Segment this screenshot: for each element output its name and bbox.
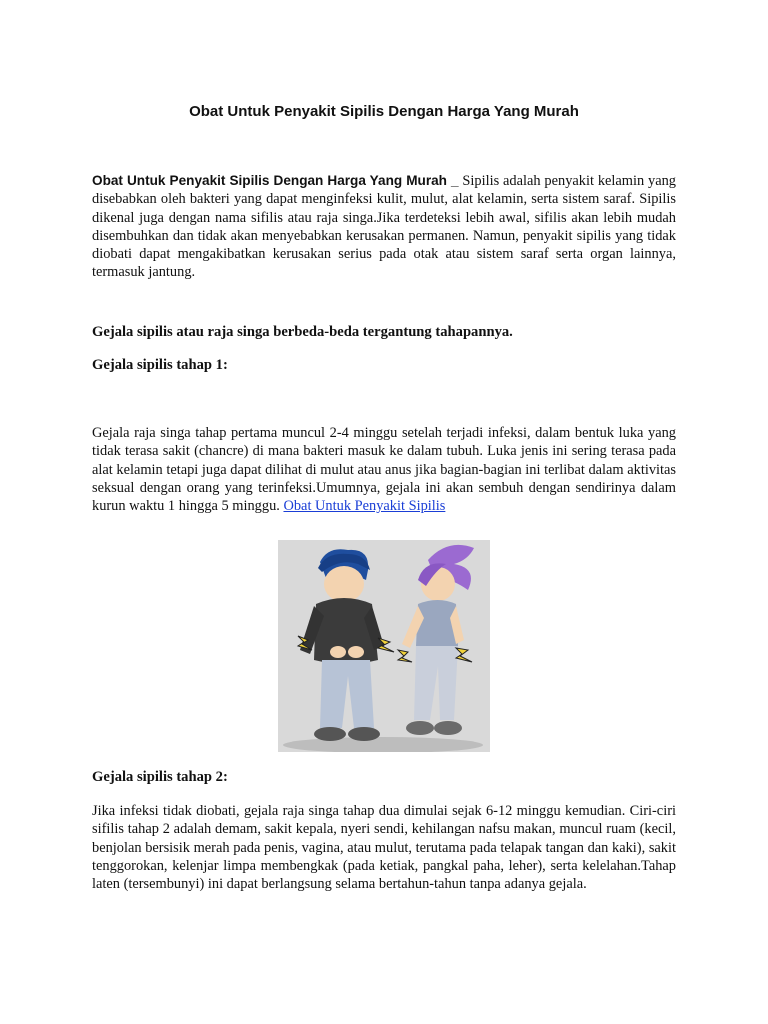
illustration-two-people — [278, 540, 490, 752]
symptoms-heading: Gejala sipilis atau raja singa berbeda-beda tergantung tahapannya. — [92, 324, 513, 340]
stage1-link[interactable]: Obat Untuk Penyakit Sipilis — [283, 498, 446, 515]
stage2-text: Jika infeksi tidak diobati, gejala raja singa tahap dua dimulai sejak 6-12 minggu kemudian. Ciri-ciri sifilis tahap 2 adalah demam, sakit kepala, nyeri sendi, kehilangan nafsu makan, muncul ruam (kecil, benjolan bersisik merah pada penis, vagina, atau mulut, terutama pada telapak tangan dan kaki), sakit tenggorokan, kelenjar limpa membengkak (pada ketiak, pangkal paha, leher), serta kelelahan.Tahap laten (tersembunyi) ini dapat berlangsung selama bertahun-tahun tanpa adanya gejala. — [92, 803, 676, 893]
intro-text: Sipilis adalah penyakit kelamin yang disebabkan oleh bakteri yang dapat menginfeksi kulit, mulut, alat kelamin, serta sistem saraf. Sipilis dikenal juga dengan nama sifilis atau raja singa.Jika terdeteksi lebih awal, sifilis akan lebih mudah disembuhkan dan tidak akan menyebabkan kerusakan permanen. Namun, penyakit sipilis yang tidak diobati dapat mengakibatkan kerusakan serius pada otak atau sistem saraf serta organ lainnya, termasuk jantung. — [92, 173, 676, 281]
intro-lead: Obat Untuk Penyakit Sipilis Dengan Harga Yang Murah _ — [92, 173, 459, 188]
document-title: Obat Untuk Penyakit Sipilis Dengan Harga Yang Murah — [189, 103, 579, 120]
stage1-heading: Gejala sipilis tahap 1: — [92, 357, 228, 373]
stage1-text: Gejala raja singa tahap pertama muncul 2-4 minggu setelah terjadi infeksi, dalam bentuk luka yang tidak terasa sakit (chancre) di mana bakteri masuk ke dalam tubuh. Luka jenis ini sering terasa pada alat kelamin tetapi juga dapat dilihat di mulut atau anus jika bagian-bagian ini terlibat dalam aktivitas seksual dengan orang yang terinfeksi.Umumnya, gejala ini akan sembuh dengan sendirinya dalam kurun waktu 1 hingga 5 minggu. — [92, 425, 676, 515]
stage1-paragraph — [92, 424, 676, 515]
intro-paragraph — [92, 172, 676, 282]
stage2-paragraph — [92, 802, 676, 893]
stage2-heading: Gejala sipilis tahap 2: — [92, 769, 228, 785]
